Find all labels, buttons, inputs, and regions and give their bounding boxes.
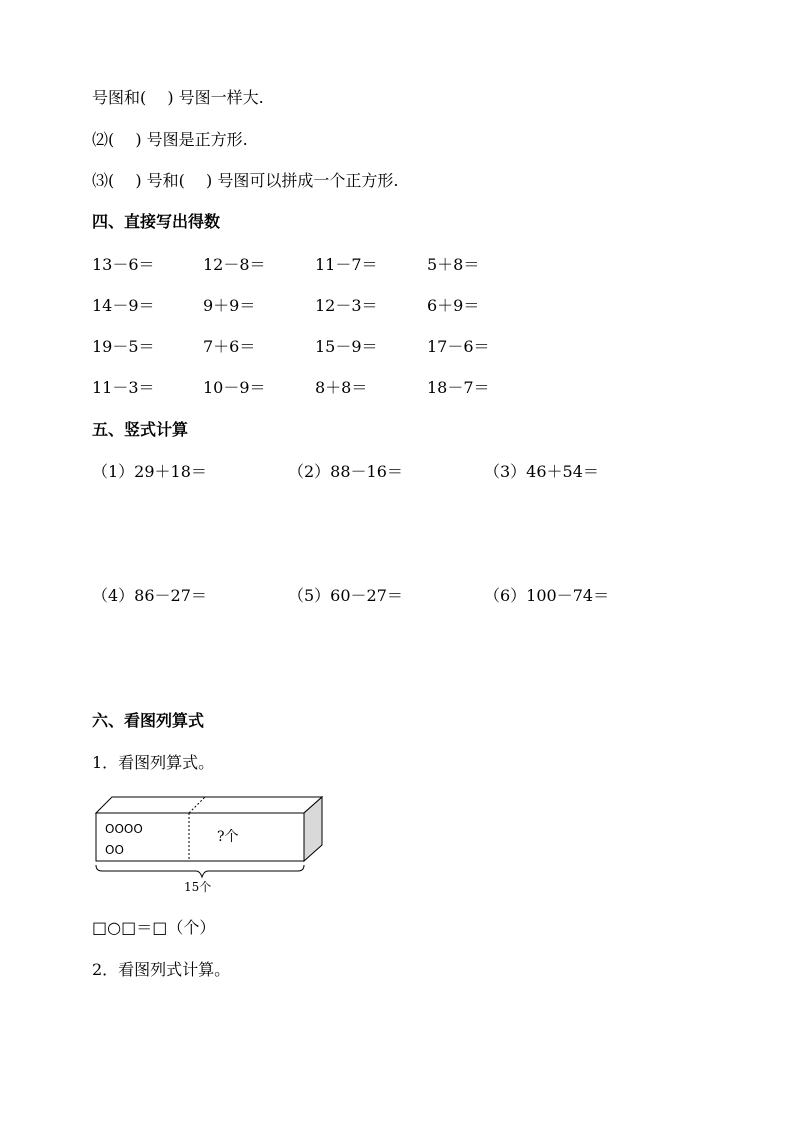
mental-math-item: 13－6＝ [92,255,155,274]
mental-math-item: 11－7＝ [315,255,378,274]
mental-math-item: 5＋8＝ [427,255,480,274]
mental-math-item: 8＋8＝ [315,378,368,397]
question-2-label: 2．看图列式计算。 [92,960,231,979]
mental-math-item: 11－3＝ [92,378,155,397]
unknown-count-label: ?个 [217,829,239,845]
mental-math-item: 19－5＝ [92,337,155,356]
section-6-title: 六、看图列算式 [92,711,205,730]
mental-math-item: 10－9＝ [203,378,266,397]
mental-math-item: 6＋9＝ [427,296,480,315]
mental-math-item: 7＋6＝ [203,337,256,356]
box-diagram-svg [92,793,332,903]
formula-template: □○□＝□（个） [92,918,216,937]
vertical-calc-item: （3）46＋54＝ [484,462,599,481]
q3-line-2: ⑵( ) 号图是正方形. [92,130,248,149]
total-brace [96,865,304,877]
circles-row-1: OOOO [105,822,143,836]
box-top-face [96,797,322,813]
total-count-label: 15个 [184,880,212,894]
question-1-label: 1．看图列算式。 [92,753,215,772]
mental-math-item: 18－7＝ [427,378,490,397]
vertical-calc-item: （2）88－16＝ [288,462,403,481]
circles-row-2: OO [105,843,124,857]
mental-math-item: 15－9＝ [315,337,378,356]
mental-math-item: 9＋9＝ [203,296,256,315]
box-side-face [304,797,322,861]
mental-math-item: 17－6＝ [427,337,490,356]
vertical-calc-item: （6）100－74＝ [484,586,610,605]
section-4-title: 四、直接写出得数 [92,212,221,231]
section-5-title: 五、竖式计算 [92,420,189,439]
q3-line-3: ⑶( ) 号和( ) 号图可以拼成一个正方形. [92,171,399,190]
vertical-calc-item: （5）60－27＝ [288,586,403,605]
vertical-calc-item: （1）29＋18＝ [92,462,207,481]
box-diagram [92,793,332,907]
mental-math-item: 12－3＝ [315,296,378,315]
divider-top [189,797,205,813]
mental-math-item: 12－8＝ [203,255,266,274]
vertical-calc-item: （4）86－27＝ [92,586,207,605]
mental-math-item: 14－9＝ [92,296,155,315]
q3-line-1: 号图和( ) 号图一样大. [92,88,264,107]
